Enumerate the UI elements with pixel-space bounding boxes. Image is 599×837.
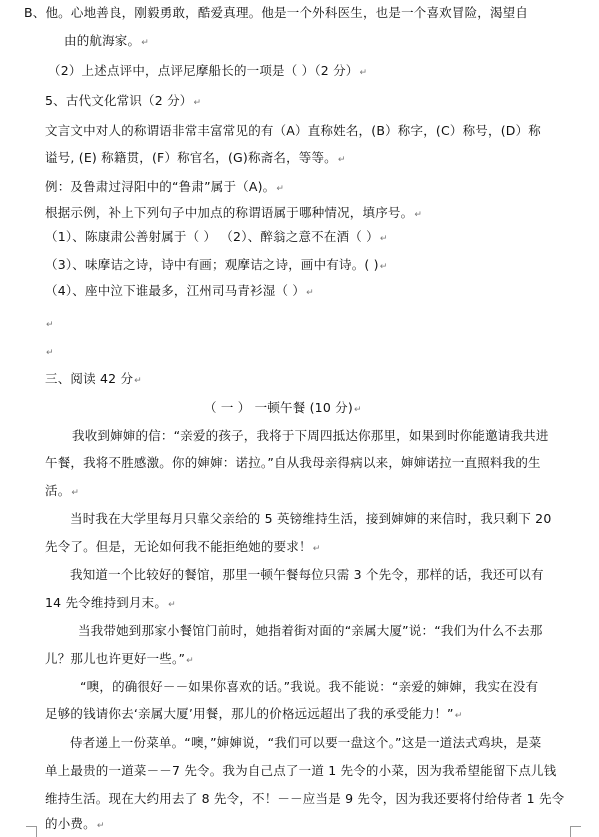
text-line <box>70 509 551 529</box>
line-text: （ 一 ） 一顿午餐 (10 分) <box>204 400 353 415</box>
text-line <box>72 426 549 446</box>
text-line <box>45 148 346 170</box>
text-line <box>45 704 462 726</box>
line-text: 我知道一个比较好的餐馆，那里一顿午餐每位只需 3 个先令，那样的话，我还可以有 <box>70 567 544 582</box>
text-line <box>45 814 105 836</box>
text-line <box>45 227 388 249</box>
line-text: 文言文中对人的称谓语非常丰富常见的有（A）直称姓名，(B）称字，(C）称号，(D）称 <box>45 123 542 138</box>
line-text: “噢，的确很好－－如果你喜欢的话。”我说。我不能说：“亲爱的婶婶，我实在没有 <box>80 679 539 694</box>
line-text: 三、阅读 42 分 <box>45 371 134 386</box>
empty-line <box>45 313 54 335</box>
paragraph-mark-icon: ↵ <box>186 656 194 666</box>
line-text: 侍者递上一份菜单。“噢，”婶婶说，“我们可以要一盘这个。”这是一道法式鸡块，是菜 <box>70 735 542 750</box>
text-line <box>45 281 314 303</box>
paragraph-mark-icon: ↵ <box>379 234 388 244</box>
text-line <box>64 31 149 53</box>
paragraph-mark-icon: ↵ <box>134 376 142 386</box>
paragraph-mark-icon: ↵ <box>353 405 362 415</box>
line-text: 我收到婶婶的信：“亲爱的孩子，我将于下周四抵达你那里，如果到时你能邀请我共进 <box>72 428 549 443</box>
line-text: 活。 <box>45 483 71 498</box>
text-line <box>45 649 194 671</box>
paragraph-mark-icon: ↵ <box>276 184 285 194</box>
paragraph-mark-icon: ↵ <box>96 821 105 831</box>
page-corner-mark-left <box>26 826 37 837</box>
text-line <box>45 537 320 559</box>
line-text: （3）、味摩诘之诗，诗中有画；观摩诘之诗，画中有诗。( ) <box>45 257 379 272</box>
text-line <box>45 203 422 225</box>
paragraph-mark-icon: ↵ <box>312 544 321 554</box>
line-text: 单上最贵的一道菜－－7 先令。我为自己点了一道 1 先令的小菜，因为我希望能留下点儿钱 <box>45 763 557 778</box>
text-line <box>45 593 176 615</box>
text-line <box>45 255 387 277</box>
line-text: 谥号, (E) 称籍贯，(F）称官名，(G)称斋名，等等。 <box>45 150 337 165</box>
paragraph-mark-icon: ↵ <box>141 38 149 48</box>
paragraph-mark-icon: ↵ <box>306 288 314 298</box>
text-line <box>80 677 538 697</box>
line-text: 先令了。但是，无论如何我不能拒绝她的要求！ <box>45 539 312 554</box>
line-text: 例：及鲁肃过浔阳中的“鲁肃”属于（A)。 <box>45 179 276 194</box>
line-text: 5、古代文化常识（2 分） <box>45 93 193 108</box>
paragraph-mark-icon: ↵ <box>46 320 54 330</box>
text-line <box>48 61 367 83</box>
text-line <box>45 91 201 113</box>
paragraph-mark-icon: ↵ <box>359 68 368 78</box>
text-line <box>70 565 544 585</box>
line-text: 当我带她到那家小餐馆门前时，她指着街对面的“亲属大厦”说：“我们为什么不去那 <box>78 623 543 638</box>
line-text: （1）、陈康肃公善射属于（ ） （2）、醉翁之意不在酒（ ） <box>45 229 379 244</box>
paragraph-mark-icon: ↵ <box>454 711 463 721</box>
line-text: B、他。心地善良，刚毅勇敢，酷爱真理。他是一个外科医生，也是一个喜欢冒险，渴望自 <box>24 5 529 20</box>
paragraph-mark-icon: ↵ <box>414 210 423 220</box>
line-text: 14 先令维持到月末。 <box>45 595 168 610</box>
paragraph-mark-icon: ↵ <box>71 488 80 498</box>
page-corner-mark-right <box>570 826 581 837</box>
section-heading <box>45 369 142 391</box>
paragraph-mark-icon: ↵ <box>337 155 346 165</box>
line-text: 当时我在大学里每月只靠父亲给的 5 英镑维持生活，接到婶婶的来信时，我只剩下 20 <box>70 511 552 526</box>
paragraph-mark-icon: ↵ <box>168 600 176 610</box>
line-text: 足够的钱请你去‘亲属大厦’用餐，那儿的价格远远超出了我的承受能力！” <box>45 706 454 721</box>
text-line <box>45 177 284 199</box>
paragraph-mark-icon: ↵ <box>379 262 388 272</box>
text-line <box>24 3 528 23</box>
line-text: 由的航海家。 <box>64 33 141 48</box>
line-text: 午餐，我将不胜感激。你的婶婶：诺拉。”自从我母亲得病以来，婶婶诺拉一直照料我的生 <box>45 455 541 470</box>
line-text: （4）、座中泣下谁最多，江州司马青衫湿（ ） <box>45 283 306 298</box>
line-text: 根据示例，补上下列句子中加点的称谓语属于哪种情况，填序号。 <box>45 205 414 220</box>
article-title <box>204 398 362 420</box>
paragraph-mark-icon: ↵ <box>46 348 54 358</box>
empty-line <box>45 341 54 363</box>
text-line <box>45 481 79 503</box>
line-text: 的小费。 <box>45 816 96 831</box>
text-line <box>45 789 564 809</box>
text-line <box>45 761 556 781</box>
text-line <box>78 621 543 641</box>
line-text: （2）上述点评中，点评尼摩船长的一项是（ ）（2 分） <box>48 63 359 78</box>
paragraph-mark-icon: ↵ <box>193 98 202 108</box>
line-text: 维持生活。现在大约用去了 8 先令，不！－－应当是 9 先令，因为我还要将付给侍者 1 先令 <box>45 791 565 806</box>
text-line <box>45 453 541 473</box>
text-line <box>70 733 541 753</box>
text-line <box>45 121 541 141</box>
line-text: 儿？那儿也许更好一些。” <box>45 651 186 666</box>
